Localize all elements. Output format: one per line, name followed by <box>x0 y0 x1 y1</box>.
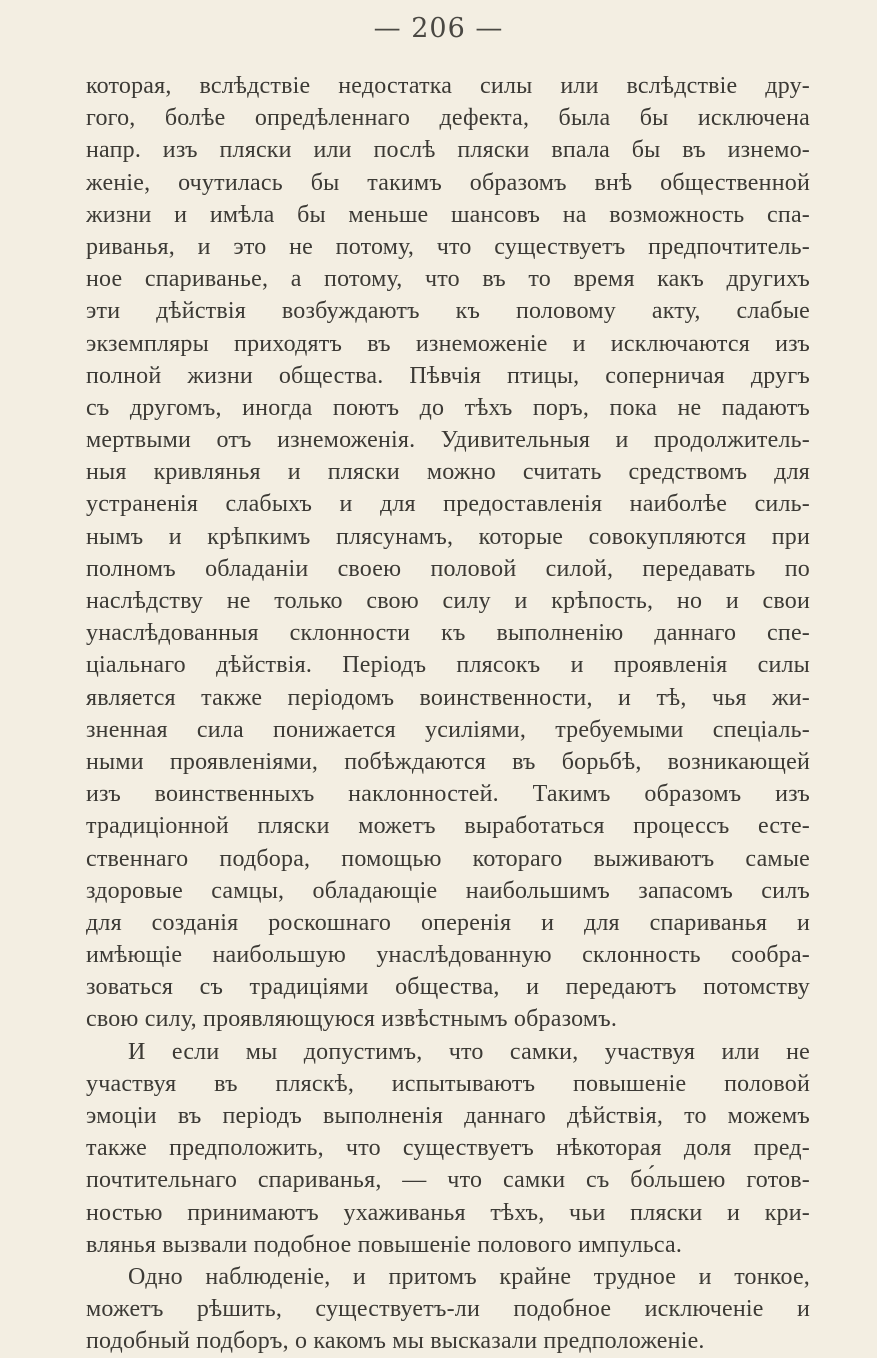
text-line: для созданія роскошнаго оперенія и для спариванья и <box>86 909 810 936</box>
text-line: ціальнаго дѣйствія. Періодъ плясокъ и проявленія силы <box>86 652 810 679</box>
text-line: эмоціи въ періодъ выполненія даннаго дѣйствія, то можемъ <box>86 1103 810 1129</box>
text-line: которая, вслѣдствіе недостатка силы или вслѣдствіе дру- <box>86 73 810 99</box>
text-line: традиціонной пляски можетъ выработаться процессъ есте- <box>86 813 810 840</box>
text-line: почтительнаго спариванья, — что самки съ бо́льшею готов- <box>86 1167 810 1194</box>
text-line: унаслѣдованныя склонности къ выполненію даннаго спе- <box>86 620 810 647</box>
text-line: Одно наблюденіе, и притомъ крайне трудное и тонкое, <box>128 1263 810 1290</box>
text-line: ными проявленіями, побѣждаются въ борьбѣ, возникающей <box>86 748 810 775</box>
text-line: съ другомъ, иногда поютъ до тѣхъ поръ, пока не падаютъ <box>86 394 810 421</box>
text-line: участвуя въ пляскѣ, испытываютъ повышеніе половой <box>86 1070 810 1097</box>
text-line: устраненія слабыхъ и для предоставленія наиболѣе силь- <box>86 491 810 518</box>
page-number: — 206 — <box>373 13 504 44</box>
text-line: ностью принимаютъ ухаживанья тѣхъ, чьи пляски и кри- <box>86 1199 810 1226</box>
paragraph <box>86 1036 810 1261</box>
text-line: женіе, очутилась бы такимъ образомъ внѣ общественной <box>86 169 810 196</box>
text-line: зненная сила понижается усиліями, требуемыми спеціаль- <box>86 716 810 743</box>
text-line: наслѣдству не только свою силу и крѣпость, но и свои <box>86 588 810 614</box>
paragraph <box>86 1261 810 1358</box>
text-line: свою силу, проявляющуюся извѣстнымъ образомъ. <box>86 1006 618 1033</box>
text-line: риванья, и это не потому, что существуетъ предпочтитель- <box>86 233 810 260</box>
text-line: жизни и имѣла бы меньше шансовъ на возможность спа- <box>86 201 810 228</box>
text-line: можетъ рѣшить, существуетъ-ли подобное исключеніе и <box>86 1296 810 1323</box>
text-line: также предположить, что существуетъ нѣкоторая доля пред- <box>86 1135 810 1162</box>
text-line: экземпляры приходятъ въ изнеможеніе и исключаются изъ <box>86 330 810 357</box>
text-line: изъ воинственныхъ наклонностей. Такимъ образомъ изъ <box>86 781 810 808</box>
text-line: полной жизни общества. Пѣвчія птицы, соперничая другъ <box>86 362 810 389</box>
text-line: нымъ и крѣпкимъ плясунамъ, которые совокупляются при <box>86 523 810 550</box>
text-line: эти дѣйствія возбуждаютъ къ половому акту, слабые <box>86 298 810 325</box>
text-line: ныя кривлянья и пляски можно считать средствомъ для <box>86 459 810 486</box>
text-line: ное спариванье, а потому, что въ то время какъ другихъ <box>86 266 810 293</box>
text-line: здоровые самцы, обладающіе наибольшимъ запасомъ силъ <box>86 877 810 904</box>
text-line: зоваться съ традиціями общества, и передаютъ потомству <box>86 974 810 1001</box>
paragraph <box>86 70 810 1036</box>
text-line: гого, болѣе опредѣленнаго дефекта, была бы исключена <box>86 105 810 132</box>
body-text <box>86 70 810 1358</box>
text-line: подобный подборъ, о какомъ мы высказали предположеніе. <box>86 1328 705 1355</box>
text-line: влянья вызвали подобное повышеніе полового импульса. <box>86 1231 683 1258</box>
text-line: является также періодомъ воинственности, и тѣ, чья жи- <box>86 684 810 711</box>
text-line: И если мы допустимъ, что самки, участвуя или не <box>128 1038 810 1065</box>
text-line: напр. изъ пляски или послѣ пляски впала бы въ изнемо- <box>86 137 810 164</box>
text-line: имѣющіе наибольшую унаслѣдованную склонность сообра- <box>86 942 810 969</box>
text-line: полномъ обладаніи своею половой силой, передавать по <box>86 555 810 582</box>
text-line: мертвыми отъ изнеможенія. Удивительныя и продолжитель- <box>86 427 810 454</box>
text-line: ственнаго подбора, помощью котораго выживаютъ самые <box>86 845 810 872</box>
